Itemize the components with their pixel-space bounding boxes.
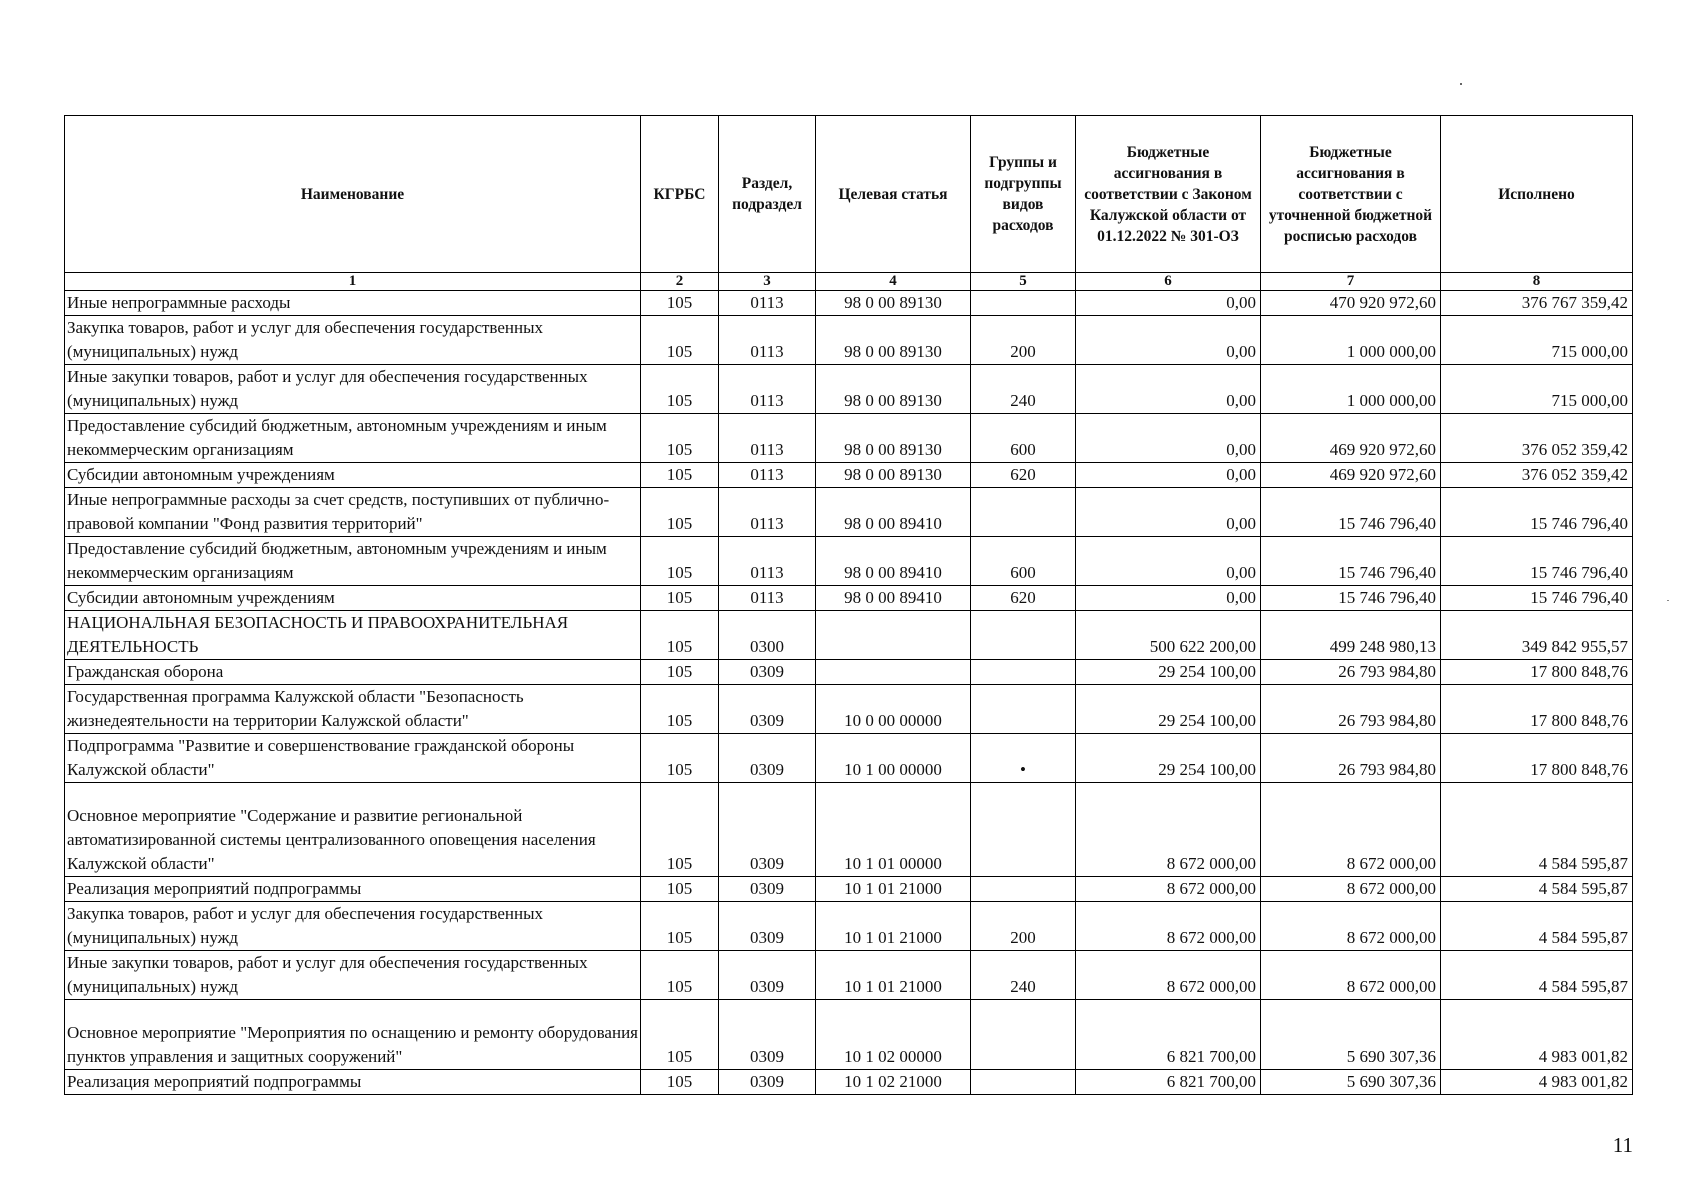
row-updated-allocation: 15 746 796,40 <box>1261 537 1441 586</box>
row-section: 0309 <box>719 734 816 783</box>
row-kgrbs: 105 <box>641 488 719 537</box>
row-target-article <box>816 660 971 685</box>
row-target-article: 10 1 00 00000 <box>816 734 971 783</box>
row-name: Иные непрограммные расходы <box>65 291 641 316</box>
row-expense-group <box>971 685 1076 734</box>
table-row <box>65 611 1633 660</box>
row-expense-group: 240 <box>971 365 1076 414</box>
column-number: 8 <box>1441 273 1633 291</box>
row-target-article: 98 0 00 89410 <box>816 586 971 611</box>
row-kgrbs: 105 <box>641 1000 719 1070</box>
row-expense-group <box>971 1070 1076 1095</box>
row-kgrbs: 105 <box>641 734 719 783</box>
row-updated-allocation: 470 920 972,60 <box>1261 291 1441 316</box>
row-law-allocation: 29 254 100,00 <box>1076 660 1261 685</box>
row-name: Гражданская оборона <box>65 660 641 685</box>
row-law-allocation: 29 254 100,00 <box>1076 734 1261 783</box>
table-row <box>65 877 1633 902</box>
row-expense-group <box>971 783 1076 877</box>
row-executed: 15 746 796,40 <box>1441 537 1633 586</box>
row-expense-group <box>971 877 1076 902</box>
row-executed: 17 800 848,76 <box>1441 734 1633 783</box>
row-name: Реализация мероприятий подпрограммы <box>65 1070 641 1095</box>
row-executed: 15 746 796,40 <box>1441 488 1633 537</box>
row-expense-group <box>971 488 1076 537</box>
row-updated-allocation: 15 746 796,40 <box>1261 488 1441 537</box>
row-target-article: 10 0 00 00000 <box>816 685 971 734</box>
row-expense-group <box>971 660 1076 685</box>
row-executed: 4 584 595,87 <box>1441 783 1633 877</box>
row-expense-group: 240 <box>971 951 1076 1000</box>
row-section: 0113 <box>719 586 816 611</box>
column-header-target-article: Целевая статья <box>816 116 971 273</box>
row-executed: 376 052 359,42 <box>1441 463 1633 488</box>
table-row <box>65 1000 1633 1070</box>
row-law-allocation: 0,00 <box>1076 537 1261 586</box>
row-law-allocation: 0,00 <box>1076 414 1261 463</box>
row-law-allocation: 0,00 <box>1076 488 1261 537</box>
table-row <box>65 365 1633 414</box>
row-updated-allocation: 15 746 796,40 <box>1261 586 1441 611</box>
row-name: Закупка товаров, работ и услуг для обеспечения государственных (муниципальных) нужд <box>65 316 641 365</box>
row-updated-allocation: 469 920 972,60 <box>1261 463 1441 488</box>
row-section: 0309 <box>719 877 816 902</box>
scan-speck <box>1460 83 1462 85</box>
row-kgrbs: 105 <box>641 902 719 951</box>
row-updated-allocation: 469 920 972,60 <box>1261 414 1441 463</box>
row-kgrbs: 105 <box>641 783 719 877</box>
row-expense-group: 620 <box>971 463 1076 488</box>
table-row <box>65 783 1633 877</box>
table-row <box>65 488 1633 537</box>
row-executed: 715 000,00 <box>1441 365 1633 414</box>
row-kgrbs: 105 <box>641 586 719 611</box>
row-updated-allocation: 8 672 000,00 <box>1261 902 1441 951</box>
row-section: 0113 <box>719 463 816 488</box>
row-expense-group: 200 <box>971 902 1076 951</box>
row-updated-allocation: 8 672 000,00 <box>1261 877 1441 902</box>
table-row <box>65 734 1633 783</box>
row-kgrbs: 105 <box>641 660 719 685</box>
row-law-allocation: 29 254 100,00 <box>1076 685 1261 734</box>
row-executed: 376 767 359,42 <box>1441 291 1633 316</box>
row-target-article: 98 0 00 89410 <box>816 488 971 537</box>
row-target-article: 98 0 00 89130 <box>816 414 971 463</box>
column-header-section: Раздел, подраздел <box>719 116 816 273</box>
table-row <box>65 316 1633 365</box>
table-row <box>65 685 1633 734</box>
row-updated-allocation: 5 690 307,36 <box>1261 1070 1441 1095</box>
row-section: 0113 <box>719 537 816 586</box>
row-name: Предоставление субсидий бюджетным, автономным учреждениям и иным некоммерческим организациям <box>65 537 641 586</box>
row-expense-group <box>971 291 1076 316</box>
row-executed: 4 983 001,82 <box>1441 1000 1633 1070</box>
row-section: 0309 <box>719 1000 816 1070</box>
row-section: 0309 <box>719 660 816 685</box>
row-law-allocation: 0,00 <box>1076 463 1261 488</box>
row-updated-allocation: 1 000 000,00 <box>1261 316 1441 365</box>
row-target-article <box>816 611 971 660</box>
row-target-article: 98 0 00 89130 <box>816 291 971 316</box>
table-row <box>65 463 1633 488</box>
row-target-article: 10 1 01 00000 <box>816 783 971 877</box>
row-section: 0309 <box>719 1070 816 1095</box>
row-section: 0309 <box>719 783 816 877</box>
budget-execution-table <box>64 115 1633 1095</box>
row-updated-allocation: 5 690 307,36 <box>1261 1000 1441 1070</box>
table-row <box>65 660 1633 685</box>
row-kgrbs: 105 <box>641 365 719 414</box>
scan-speck <box>1667 600 1669 601</box>
table-row <box>65 414 1633 463</box>
row-expense-group <box>971 611 1076 660</box>
row-target-article: 10 1 02 00000 <box>816 1000 971 1070</box>
row-law-allocation: 0,00 <box>1076 365 1261 414</box>
row-name: Иные закупки товаров, работ и услуг для обеспечения государственных (муниципальных) нужд <box>65 365 641 414</box>
row-executed: 376 052 359,42 <box>1441 414 1633 463</box>
table-row <box>65 537 1633 586</box>
row-name: Предоставление субсидий бюджетным, автономным учреждениям и иным некоммерческим организациям <box>65 414 641 463</box>
row-name: Основное мероприятие "Мероприятия по оснащению и ремонту оборудования пунктов управления и защитных сооружений" <box>65 1000 641 1070</box>
row-name: Иные непрограммные расходы за счет средств, поступивших от публично-правовой компании "Фонд развития территорий" <box>65 488 641 537</box>
row-section: 0300 <box>719 611 816 660</box>
row-target-article: 98 0 00 89130 <box>816 316 971 365</box>
column-number: 6 <box>1076 273 1261 291</box>
row-law-allocation: 6 821 700,00 <box>1076 1000 1261 1070</box>
row-section: 0113 <box>719 365 816 414</box>
row-name: Субсидии автономным учреждениям <box>65 586 641 611</box>
row-name: НАЦИОНАЛЬНАЯ БЕЗОПАСНОСТЬ И ПРАВООХРАНИТЕЛЬНАЯ ДЕЯТЕЛЬНОСТЬ <box>65 611 641 660</box>
row-executed: 4 983 001,82 <box>1441 1070 1633 1095</box>
row-law-allocation: 8 672 000,00 <box>1076 877 1261 902</box>
row-name: Субсидии автономным учреждениям <box>65 463 641 488</box>
column-number: 7 <box>1261 273 1441 291</box>
row-executed: 715 000,00 <box>1441 316 1633 365</box>
column-number: 1 <box>65 273 641 291</box>
row-expense-group: • <box>971 734 1076 783</box>
column-number: 4 <box>816 273 971 291</box>
row-name: Государственная программа Калужской области "Безопасность жизнедеятельности на территории Калужской области" <box>65 685 641 734</box>
row-expense-group: 600 <box>971 537 1076 586</box>
row-name: Закупка товаров, работ и услуг для обеспечения государственных (муниципальных) нужд <box>65 902 641 951</box>
table-row <box>65 902 1633 951</box>
row-section: 0309 <box>719 951 816 1000</box>
row-executed: 4 584 595,87 <box>1441 902 1633 951</box>
row-kgrbs: 105 <box>641 877 719 902</box>
row-target-article: 10 1 01 21000 <box>816 902 971 951</box>
row-law-allocation: 6 821 700,00 <box>1076 1070 1261 1095</box>
row-target-article: 10 1 01 21000 <box>816 877 971 902</box>
row-name: Основное мероприятие "Содержание и развитие региональной автоматизированной системы централизованного оповещения населения Калужской области" <box>65 783 641 877</box>
row-section: 0309 <box>719 685 816 734</box>
column-number: 3 <box>719 273 816 291</box>
table-row <box>65 951 1633 1000</box>
row-target-article: 10 1 02 21000 <box>816 1070 971 1095</box>
column-header-name: Наименование <box>65 116 641 273</box>
row-kgrbs: 105 <box>641 316 719 365</box>
table-body <box>65 291 1633 1095</box>
row-law-allocation: 0,00 <box>1076 291 1261 316</box>
row-section: 0113 <box>719 488 816 537</box>
row-expense-group: 600 <box>971 414 1076 463</box>
row-updated-allocation: 499 248 980,13 <box>1261 611 1441 660</box>
row-expense-group: 620 <box>971 586 1076 611</box>
row-executed: 4 584 595,87 <box>1441 951 1633 1000</box>
row-law-allocation: 8 672 000,00 <box>1076 783 1261 877</box>
row-section: 0113 <box>719 414 816 463</box>
row-updated-allocation: 26 793 984,80 <box>1261 685 1441 734</box>
row-kgrbs: 105 <box>641 951 719 1000</box>
row-kgrbs: 105 <box>641 414 719 463</box>
header-row <box>65 116 1633 273</box>
row-kgrbs: 105 <box>641 611 719 660</box>
budget-table-container <box>64 115 1633 1095</box>
row-updated-allocation: 26 793 984,80 <box>1261 660 1441 685</box>
row-section: 0113 <box>719 291 816 316</box>
table-row <box>65 1070 1633 1095</box>
column-header-expense-group: Группы и подгруппы видов расходов <box>971 116 1076 273</box>
column-header-kgrbs: КГРБС <box>641 116 719 273</box>
row-kgrbs: 105 <box>641 537 719 586</box>
row-kgrbs: 105 <box>641 1070 719 1095</box>
column-number: 5 <box>971 273 1076 291</box>
table-row <box>65 586 1633 611</box>
row-updated-allocation: 8 672 000,00 <box>1261 783 1441 877</box>
table-row <box>65 291 1633 316</box>
row-target-article: 98 0 00 89410 <box>816 537 971 586</box>
column-number-row <box>65 273 1633 291</box>
column-header-executed: Исполнено <box>1441 116 1633 273</box>
row-updated-allocation: 8 672 000,00 <box>1261 951 1441 1000</box>
row-kgrbs: 105 <box>641 291 719 316</box>
column-header-law-allocations: Бюджетные ассигнования в соответствии с Законом Калужской области от 01.12.2022 № 301-ОЗ <box>1076 116 1261 273</box>
row-expense-group <box>971 1000 1076 1070</box>
row-executed: 349 842 955,57 <box>1441 611 1633 660</box>
row-law-allocation: 0,00 <box>1076 586 1261 611</box>
row-updated-allocation: 1 000 000,00 <box>1261 365 1441 414</box>
column-number: 2 <box>641 273 719 291</box>
row-target-article: 10 1 01 21000 <box>816 951 971 1000</box>
row-kgrbs: 105 <box>641 685 719 734</box>
row-target-article: 98 0 00 89130 <box>816 365 971 414</box>
row-executed: 4 584 595,87 <box>1441 877 1633 902</box>
row-law-allocation: 8 672 000,00 <box>1076 951 1261 1000</box>
row-law-allocation: 500 622 200,00 <box>1076 611 1261 660</box>
page-number: 11 <box>1612 1133 1633 1157</box>
row-target-article: 98 0 00 89130 <box>816 463 971 488</box>
row-name: Подпрограмма "Развитие и совершенствование гражданской обороны Калужской области" <box>65 734 641 783</box>
row-executed: 15 746 796,40 <box>1441 586 1633 611</box>
row-law-allocation: 8 672 000,00 <box>1076 902 1261 951</box>
column-header-updated-allocations: Бюджетные ассигнования в соответствии с уточненной бюджетной росписью расходов <box>1261 116 1441 273</box>
row-executed: 17 800 848,76 <box>1441 685 1633 734</box>
row-law-allocation: 0,00 <box>1076 316 1261 365</box>
row-expense-group: 200 <box>971 316 1076 365</box>
row-section: 0113 <box>719 316 816 365</box>
row-section: 0309 <box>719 902 816 951</box>
row-executed: 17 800 848,76 <box>1441 660 1633 685</box>
row-name: Иные закупки товаров, работ и услуг для обеспечения государственных (муниципальных) нужд <box>65 951 641 1000</box>
row-updated-allocation: 26 793 984,80 <box>1261 734 1441 783</box>
row-name: Реализация мероприятий подпрограммы <box>65 877 641 902</box>
row-kgrbs: 105 <box>641 463 719 488</box>
